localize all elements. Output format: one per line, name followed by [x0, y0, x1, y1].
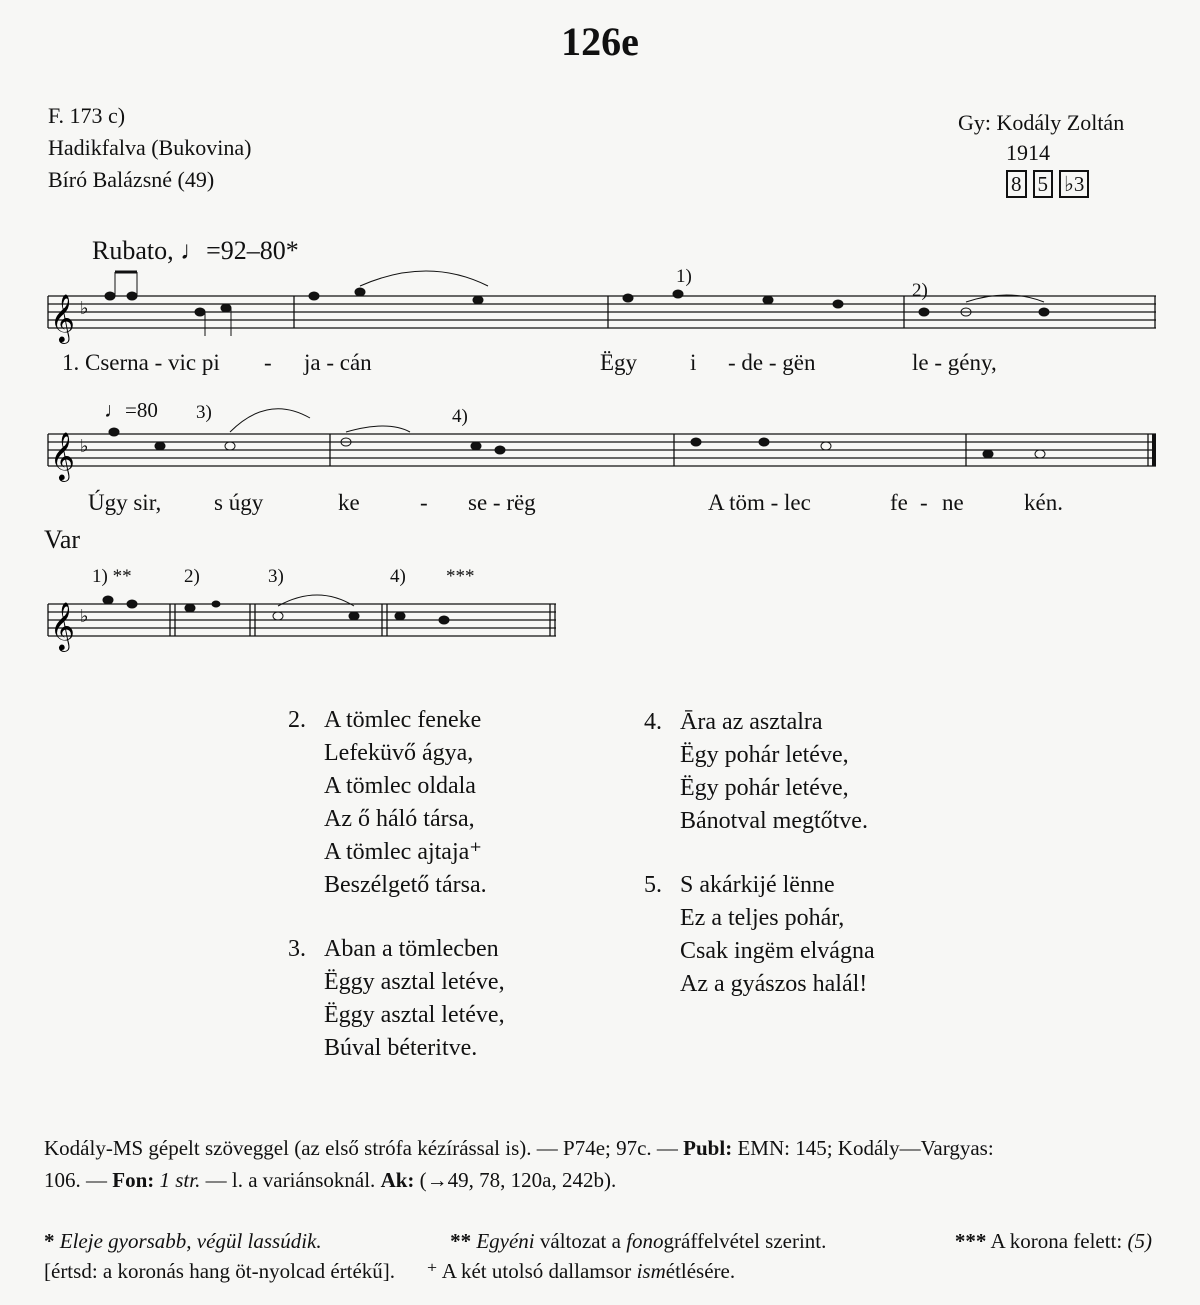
variant-marker-1: 1) ** [92, 566, 132, 587]
stanza-line: Beszélgető társa. [324, 872, 487, 898]
stanza-number: 3. [288, 936, 306, 962]
lyric-syllable: Úgy sir, [88, 490, 162, 515]
footnote-star: *** [954, 1229, 987, 1253]
footnote-star: ** [450, 1229, 472, 1253]
stanza-4 [644, 706, 868, 838]
page-title: 126e [561, 19, 639, 64]
footnote-star: * [44, 1229, 55, 1253]
footnote-2d: gráffelvétel szerint. [663, 1229, 827, 1253]
footnote-4: [értsd: a koronás hang öt-nyolcad értékű]. [44, 1259, 396, 1283]
stanza-line: A tömlec feneke [324, 707, 482, 733]
footnote-5a: A két utolsó dallamsor [441, 1259, 632, 1283]
notes-fon-str: 1 str. [159, 1168, 201, 1192]
lyric-syllable: 1. Cserna - vic pi [62, 350, 220, 375]
notes-ms: Kodály-MS gépelt szöveggel (az első strófa kézírással is). — P74e; 97c. — [44, 1136, 678, 1160]
tempo-marking-2: ♩=80 [104, 398, 158, 422]
footnote-2c: fono [626, 1229, 664, 1253]
lyric-syllable: ne [942, 490, 964, 515]
lyric-syllable: le - gény, [912, 350, 997, 375]
stanza-line: Az ő háló társa, [324, 806, 475, 832]
cadence-box: 5 [1033, 170, 1054, 198]
slur [230, 409, 310, 432]
stanza-5 [644, 869, 875, 1001]
collector-info [958, 108, 1124, 198]
variant-staff [48, 594, 568, 654]
stanza-line: Ëgy pohár letéve, [680, 742, 849, 768]
lyric-syllable: - [920, 490, 928, 515]
notes-fon-label: Fon: [112, 1168, 155, 1192]
flat-sign-icon: ♭ [80, 298, 89, 319]
singer-name: Bíró Balázsné (49) [48, 167, 215, 192]
slur [346, 426, 410, 432]
footnote-3: A korona felett: [990, 1229, 1123, 1253]
source-notes [44, 1132, 1159, 1196]
lyric-syllable: ke [338, 490, 360, 515]
stanza-line: Csak ingëm elvágna [680, 938, 875, 964]
notes-publ-label: Publ: [683, 1136, 733, 1160]
lyric-syllable: se - rëg [468, 490, 536, 515]
treble-clef-icon: 𝄞 [50, 601, 75, 650]
stanza-line: Ëgy pohár letéve, [680, 775, 849, 801]
footnote-1: Eleje gyorsabb, végül lassúdik. [59, 1229, 322, 1253]
staff-system-2 [48, 424, 1158, 484]
source-info [48, 100, 251, 196]
stanza-line: Lefeküvő ágya, [324, 740, 474, 766]
lyric-syllable: kén. [1024, 490, 1063, 515]
cadence-boxes [958, 170, 1124, 198]
footnote-3-num: (5) [1127, 1229, 1152, 1253]
variant-label: Var [44, 525, 81, 554]
stanza-line: Bánotval megtőtve. [680, 808, 868, 834]
lyric-syllable: s úgy [214, 490, 264, 515]
stanza-line: Aban a tömlecben [324, 936, 499, 962]
variant-marker-2: 2) [184, 566, 200, 587]
treble-clef-icon: 𝄞 [50, 293, 75, 342]
stanza-line: Āra az asztalra [680, 709, 823, 735]
stanza-3 [288, 933, 505, 1065]
catalog-number: F. 173 c) [48, 103, 126, 128]
lyric-syllable: ja - cán [304, 350, 372, 375]
variant-marker-3: 3) [268, 566, 284, 587]
footnote-2a: Egyéni [476, 1229, 535, 1253]
marker-3: 3) [196, 402, 212, 423]
collection-place: Hadikfalva (Bukovina) [48, 135, 252, 160]
cadence-box: 8 [1006, 170, 1027, 198]
stanza-line: Ez a teljes pohár, [680, 905, 845, 931]
footnote-2b: változat a [539, 1229, 621, 1253]
lyric-syllable: fe [890, 490, 908, 515]
staff-system-1 [48, 286, 1158, 346]
stanza-line: Ëggy asztal letéve, [324, 969, 505, 995]
stanza-number: 4. [644, 709, 662, 735]
notes-ak: (→49, 78, 120a, 242b). [419, 1168, 617, 1192]
collector-name: Gy: Kodály Zoltán [958, 110, 1125, 135]
footnote-star: ⁺ [426, 1259, 438, 1283]
notes-publ: EMN: 145; Kodály—Vargyas: [737, 1136, 994, 1160]
lyric-syllable: - [420, 490, 428, 515]
stanza-number: 5. [644, 872, 662, 898]
treble-clef-icon: 𝄞 [50, 431, 75, 480]
lyric-syllable: - de - gën [728, 350, 816, 375]
slur [360, 271, 488, 286]
notes-ak-label: Ak: [380, 1168, 415, 1192]
stanza-line: Az a gyászos halál! [680, 971, 868, 997]
variant-marker-4: 4) [390, 566, 406, 587]
stanza-line: A tömlec ajtaja⁺ [324, 839, 482, 865]
notes [109, 428, 1045, 458]
footnote-5b: ism [636, 1259, 666, 1283]
cadence-box: ♭3 [1059, 170, 1089, 198]
stanza-line: Ëggy asztal letéve, [324, 1002, 505, 1028]
lyric-syllable: A töm - lec [708, 490, 811, 515]
stanza-2 [288, 704, 487, 902]
stanza-line: Búval béteritve. [324, 1035, 478, 1061]
marker-4: 4) [452, 406, 468, 427]
tempo-marking: Rubato, ♩=92–80* [92, 236, 299, 265]
flat-sign-icon: ♭ [80, 606, 89, 627]
staff-lines [48, 296, 1156, 328]
stanza-line: A tömlec oldala [324, 773, 476, 799]
staff-lines [48, 604, 556, 636]
stanza-line: S akárkijé lënne [680, 872, 835, 898]
stanza-number: 2. [288, 707, 306, 733]
footnote-5c: étlésére. [665, 1259, 736, 1283]
flat-sign-icon: ♭ [80, 436, 89, 457]
variant-marker-4-stars: *** [446, 566, 475, 587]
notes-fon-rest: — l. a variánsoknál. [205, 1168, 376, 1192]
notes-num: 106. — [44, 1168, 107, 1192]
marker-2: 2) [912, 280, 928, 301]
collection-year: 1914 [1006, 140, 1050, 165]
lyric-syllable: - [264, 350, 272, 375]
marker-1: 1) [676, 266, 692, 287]
footnotes [44, 1226, 1164, 1286]
lyric-syllable: Ëgy [600, 350, 638, 375]
lyric-syllable: i [690, 350, 697, 375]
